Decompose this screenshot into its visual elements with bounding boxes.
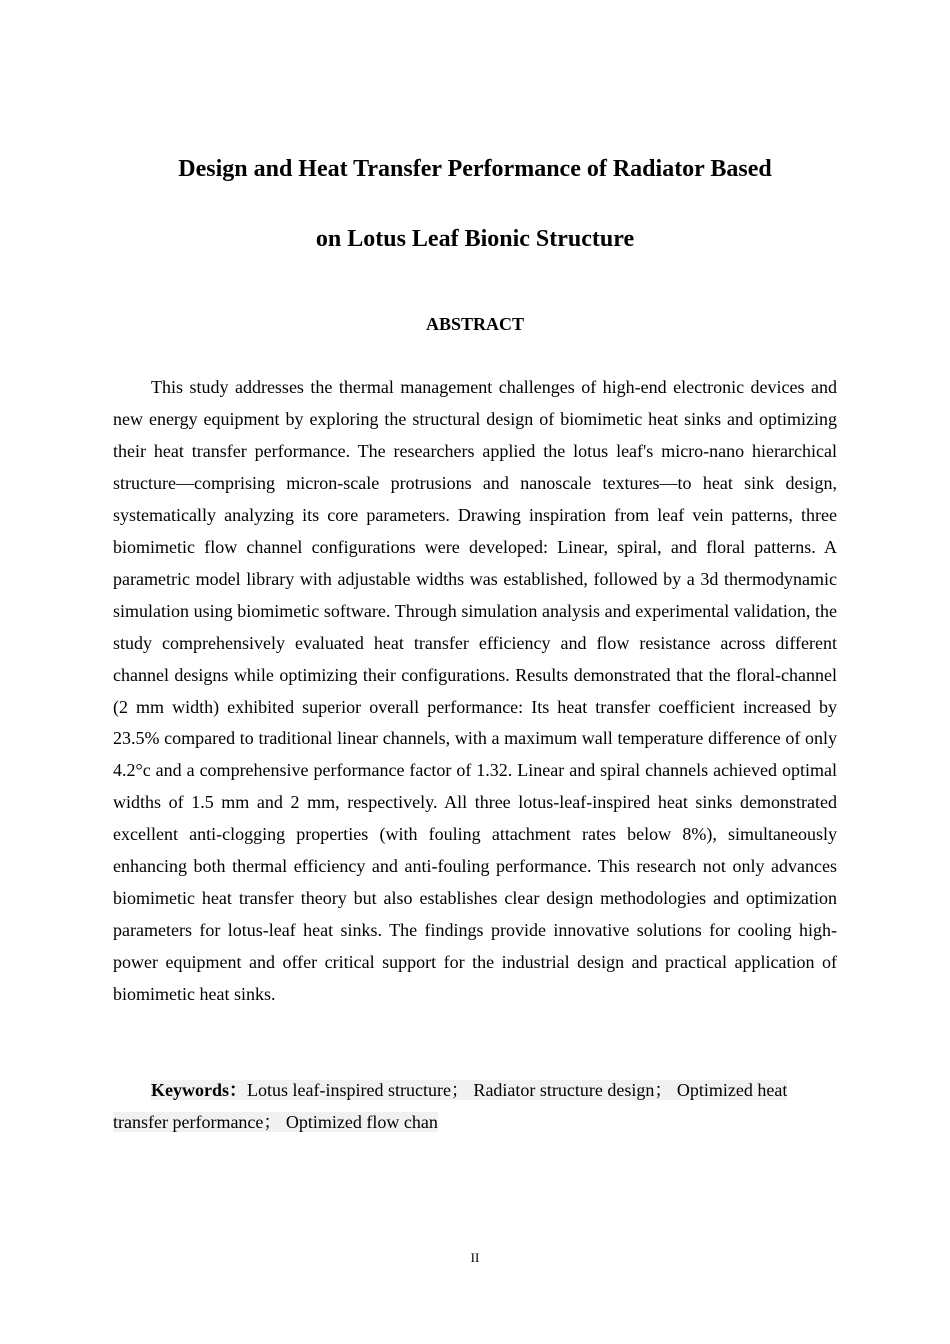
abstract-body: This study addresses the thermal management challenges of high-end electronic devices and new energy equipment by exploring the structural design of biomimetic heat sinks and optimizing their heat transfer performance. The researchers applied the lotus leaf's micro-nano hierarchical structure—comprising micron-scale protrusions and nanoscale textures—to heat sink design, systematically analyzing its core parameters. Drawing inspiration from leaf vein patterns, three biomimetic flow channel configurations were developed: Linear, spiral, and floral patterns. A parametric model library with adjustable widths was established, followed by a 3d thermodynamic simulation using biomimetic software. Through simulation analysis and experimental validation, the study comprehensively evaluated heat transfer efficiency and flow resistance across different channel designs while optimizing their configurations. Results demonstrated that the floral-channel (2 mm width) exhibited superior overall performance: Its heat transfer coefficient increased by 23.5% compared to traditional linear channels, with a maximum wall temperature difference of only 4.2°c and a comprehensive performance factor of 1.32. Linear and spiral channels achieved optimal widths of 1.5 mm and 2 mm, respectively. All three lotus-leaf-inspired heat sinks demonstrated excellent anti-clogging properties (with fouling attachment rates below 8%), simultaneously enhancing both thermal efficiency and anti-fouling performance. This research not only advances biomimetic heat transfer theory but also establishes clear design methodologies and optimization parameters for lotus-leaf heat sinks. The findings provide innovative solutions for cooling high-power equipment and offer critical support for the industrial design and practical application of biomimetic heat sinks. [113, 377, 837, 1005]
keywords-text: Lotus leaf-inspired structure； Radiator structure design； Optimized heat transfer performance； Optimized flow chan [113, 1080, 788, 1132]
document-page [113, 0, 837, 1344]
page-number: II [470, 1250, 480, 1265]
title-line-1: Design and Heat Transfer Performance of Radiator Based [178, 156, 772, 182]
abstract-heading: ABSTRACT [425, 314, 525, 334]
keywords-paragraph [113, 1074, 837, 1138]
title-line-2: on Lotus Leaf Bionic Structure [315, 226, 635, 252]
keywords-label: Keywords： [151, 1080, 247, 1100]
